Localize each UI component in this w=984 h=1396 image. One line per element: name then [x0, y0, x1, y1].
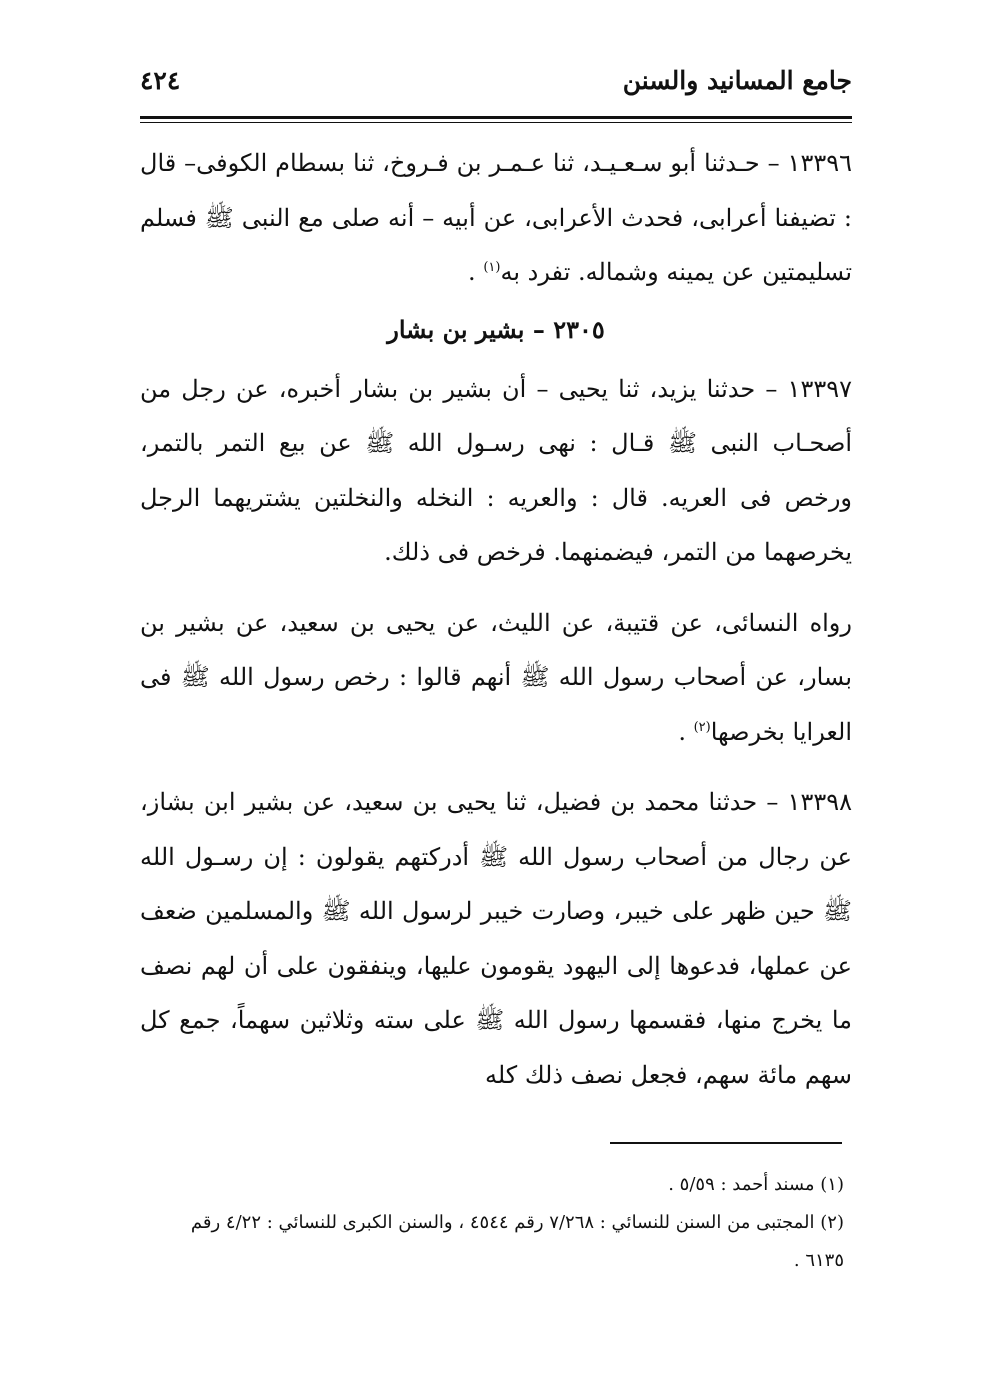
footnote-rule — [610, 1142, 842, 1144]
page-number: ٤٢٤ — [140, 66, 181, 95]
paragraph-gap — [140, 580, 852, 596]
footnote-1: (١) مسند أحمد : ٥/٥٩ . — [668, 1174, 844, 1195]
hadith-13397: ١٣٣٩٧ – حدثنا يزيد، ثنا يحيى – أن بشير بن بشار أخبره، عن رجل من أصحـاب النبى ﷺ قـال : نهى رسـول الله ﷺ عن بيع التمر بالتمر، ورخص فى العريه. قال : والعريه : النخله والنخلتين يشتريهما الرجل يخرصهما من التمر، فيضمنهما. فرخص فى ذلك. — [140, 374, 852, 566]
hadith-13396-text: ١٣٣٩٦ – حـدثنا أبو سـعـيـد، ثنا عـمـر بن فـروخ، ثنا بسطام الكوفى– قال : تضيفنا أعرابى، فحدث الأعرابى، عن أبيه – أنه صلى مع النبى ﷺ فسلم تسليمتين عن يمينه وشماله. تفرد به — [140, 149, 853, 286]
nasai-narration — [140, 596, 852, 760]
hadith-13398: ١٣٣٩٨ – حدثنا محمد بن فضيل، ثنا يحيى بن سعيد، عن بشير ابن بشاز، عن رجال من أصحاب رسول الله ﷺ أدركتهم يقولون : إن رسـول الله ﷺ حين ظهر على خيبر، وصارت خيبر لرسول الله ﷺ والمسلمين ضعف عن عملها، فدعوها إلى اليهود يقومون عليها، وينفقون على أن لهم نصف ما يخرج منها، فقسمها رسول الله ﷺ على سته وثلاثين سهماً، جمع كل سهم مائة سهم، فجعل نصف ذلك كله — [140, 788, 852, 1089]
footnotes — [132, 1166, 844, 1280]
main-text — [140, 136, 852, 1102]
footnote-ref-2: (٢) — [693, 719, 711, 735]
page-header — [140, 62, 852, 112]
footnote-2-continued: ٦١٣٥ . — [793, 1250, 844, 1271]
nasai-narration-text: رواه النسائى، عن قتيبة، عن الليث، عن يحيى بن سعيد، عن بشير بن بسار، عن أصحاب رسول الله ﷺ أنهم قالوا : رخص رسول الله ﷺ فى العرايا بخرصها — [140, 608, 852, 746]
section-heading: ٢٣٠٥ – بشير بن بشار — [387, 314, 605, 344]
paragraph-gap — [140, 759, 852, 775]
header-rule-thick — [140, 116, 852, 119]
header-rule-thin — [140, 122, 852, 123]
hadith-13396 — [140, 136, 852, 300]
running-title: جامع المسانيد والسنن — [622, 66, 852, 95]
footnote-2: (٢) المجتبى من السنن للنسائي : ٧/٢٦٨ رقم ٤٥٤٤ ، والسنن الكبرى للنسائي : ٤/٢٢ رقم — [190, 1212, 844, 1233]
nasai-narration-end: . — [678, 717, 694, 746]
hadith-13396-end: . — [468, 258, 484, 286]
footnote-ref-1: (١) — [483, 260, 501, 275]
